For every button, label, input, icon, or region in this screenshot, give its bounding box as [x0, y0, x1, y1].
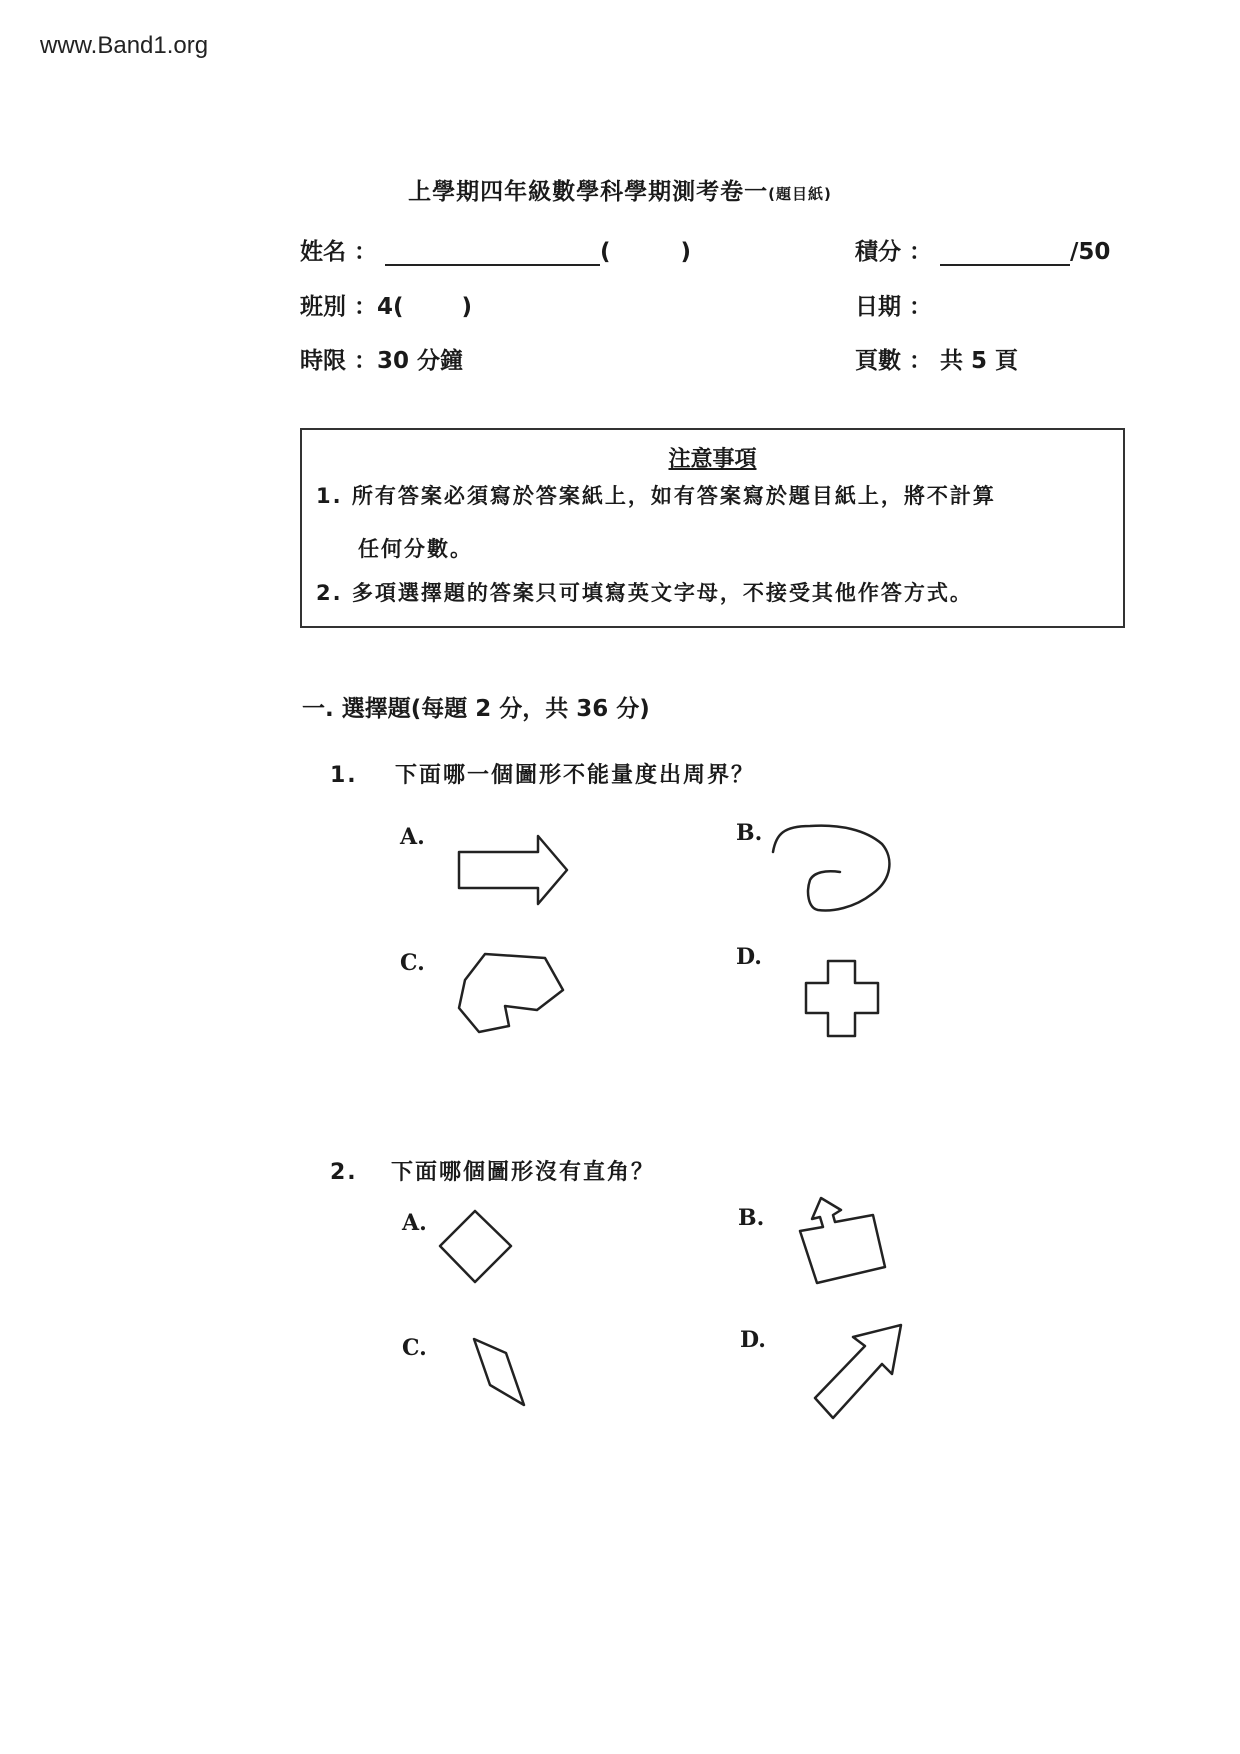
question-number: 1.: [330, 763, 358, 788]
section-heading: 一. 選擇題(每題 2 分，共 36 分): [302, 696, 650, 722]
name-paren-close: ): [680, 239, 692, 265]
name-blank[interactable]: [385, 238, 600, 266]
q2-diagonal-arrow-shape: [810, 1320, 910, 1425]
score-field: [855, 233, 1110, 266]
watermark: www.Band1.org: [40, 32, 209, 59]
q2-option-b[interactable]: B.: [738, 1205, 765, 1231]
q1-irregular-polygon-shape: [455, 950, 565, 1040]
notice-item-1: 1. 所有答案必須寫於答案紙上，如有答案寫於題目紙上，將不計算: [316, 484, 996, 508]
notice-item-1-cont: 任何分數。: [358, 537, 473, 561]
question-2: [330, 1155, 655, 1186]
question-1: [330, 758, 755, 789]
q1-arrow-right-shape: [455, 835, 575, 905]
q2-option-d[interactable]: D.: [740, 1327, 766, 1353]
name-label: 姓名 ：: [300, 239, 378, 265]
q1-option-b[interactable]: B.: [736, 820, 763, 846]
q1-cross-shape: [803, 958, 883, 1038]
question-text: 下面哪個圖形沒有直角？: [391, 1160, 656, 1185]
q1-option-c[interactable]: C.: [400, 950, 425, 976]
notice-title: 注意事項: [668, 447, 757, 472]
title-note: (題目紙): [768, 185, 832, 203]
notice-box: [300, 428, 1125, 628]
time-limit: 時限 ：30 分鐘: [300, 348, 464, 374]
notice-item-2: 2. 多項選擇題的答案只可填寫英文字母，不接受其他作答方式。: [316, 581, 973, 605]
q1-open-curve-shape: [770, 820, 900, 920]
score-blank[interactable]: [940, 238, 1070, 266]
class-field: [300, 288, 472, 321]
date-field: 日期 ：: [855, 294, 933, 320]
q2-option-a[interactable]: A.: [402, 1210, 427, 1236]
class-close: ): [461, 294, 473, 320]
page-title: [0, 173, 1240, 206]
score-total: /50: [1070, 239, 1111, 265]
q1-option-d[interactable]: D.: [736, 944, 762, 970]
q2-tilted-square-shape: [435, 1208, 515, 1288]
score-label: 積分 ：: [855, 239, 933, 265]
question-text: 下面哪一個圖形不能量度出周界？: [395, 763, 756, 788]
q1-option-a[interactable]: A.: [400, 824, 425, 850]
class-label: 班別 ：4(: [300, 294, 404, 320]
name-paren-open: (: [600, 239, 611, 265]
q2-rhombus-shape: [468, 1335, 528, 1410]
title-text: 上學期四年級數學科學期測考卷一: [408, 179, 769, 205]
q2-option-c[interactable]: C.: [402, 1335, 427, 1361]
page-count: 頁數 ： 共 5 頁: [855, 348, 1019, 374]
question-number: 2.: [330, 1160, 358, 1185]
name-field: [300, 233, 691, 266]
q2-tilted-arrow-block-shape: [795, 1195, 895, 1295]
